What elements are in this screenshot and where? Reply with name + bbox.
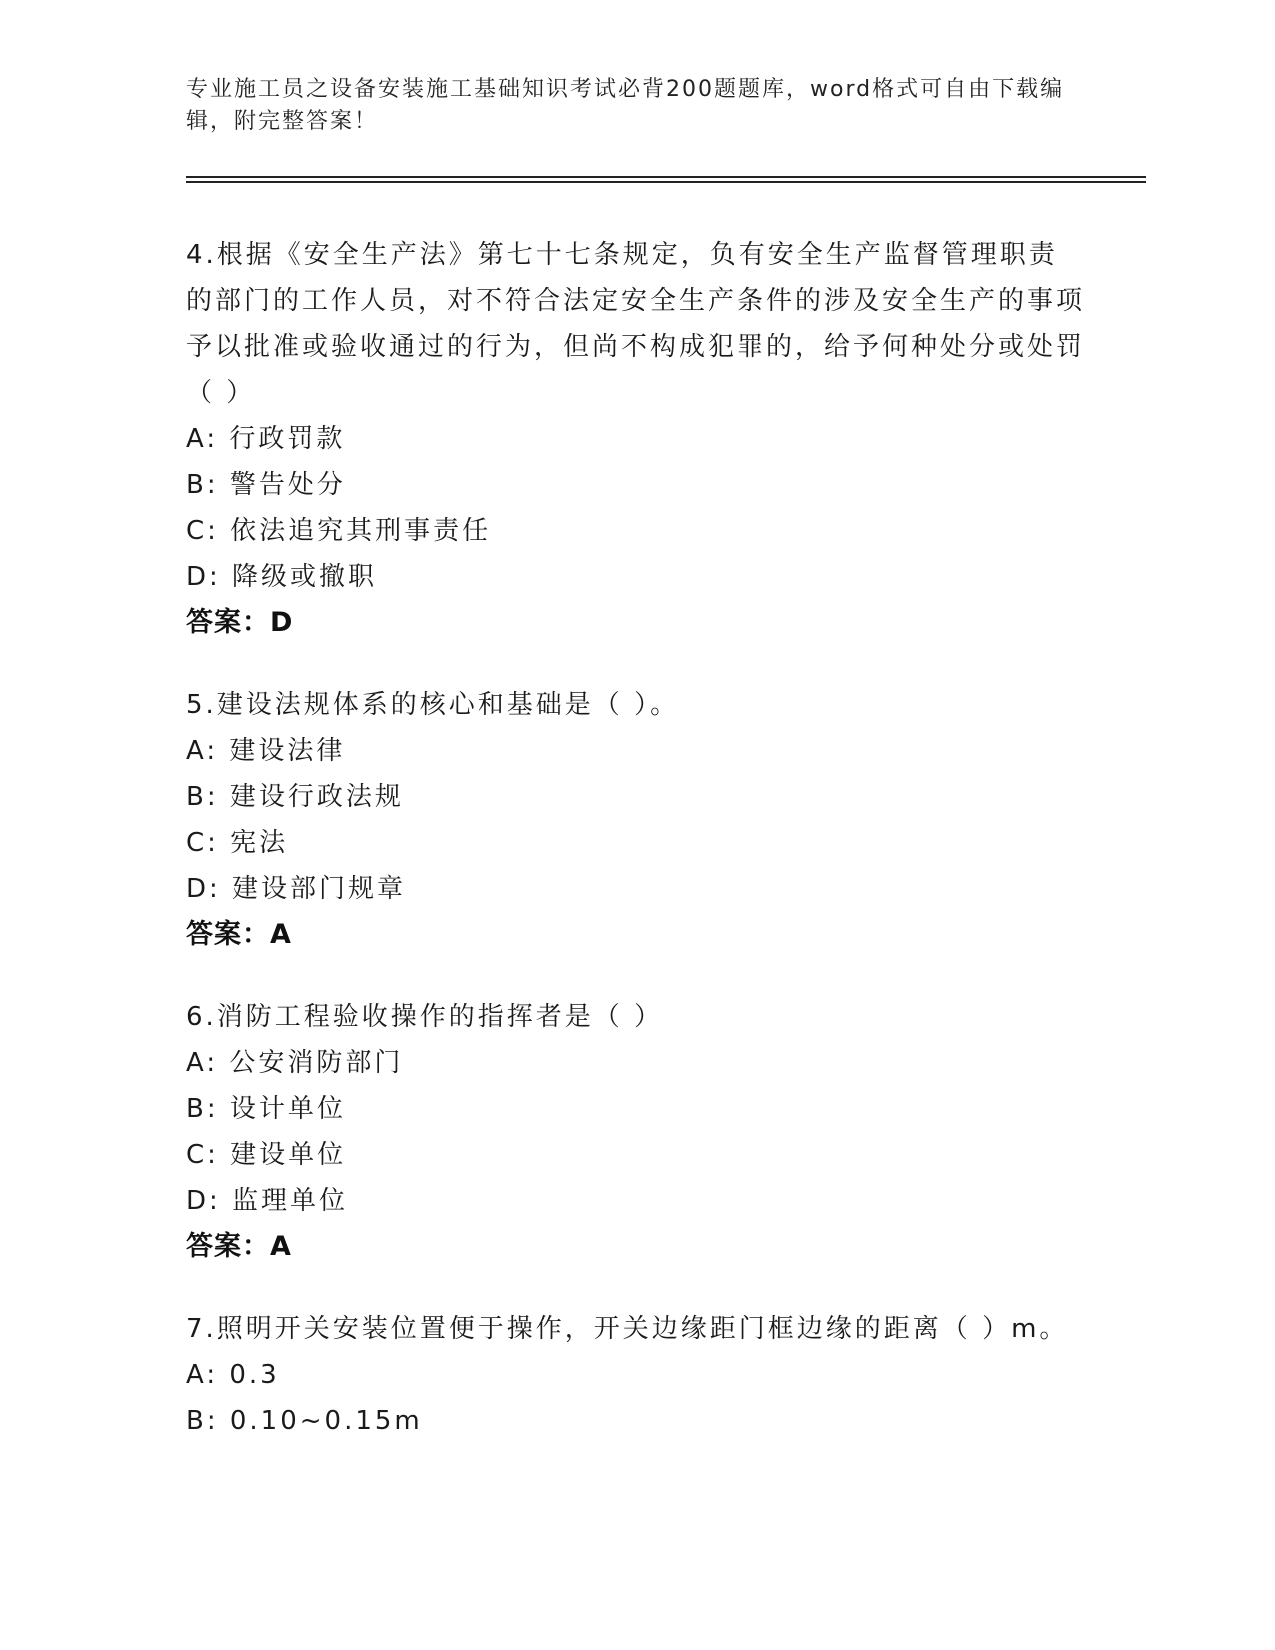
option-a: A: 建设法律: [186, 736, 346, 766]
option-d: D: 降级或撤职: [186, 562, 378, 592]
option-c: C: 建设单位: [186, 1140, 347, 1170]
option-b: B: 警告处分: [186, 470, 346, 500]
question-stem: 7.照明开关安装位置便于操作，开关边缘距门框边缘的距离（ ）m。: [186, 1314, 1069, 1344]
question-list: [186, 232, 1086, 1480]
option-c: C: 依法追究其刑事责任: [186, 516, 492, 546]
option-c: C: 宪法: [186, 828, 289, 858]
question-stem: 4.根据《安全生产法》第七十七条规定，负有安全生产监督管理职责的部门的工作人员，对不符合法定安全生产条件的涉及安全生产的事项予以批准或验收通过的行为，但尚不构成犯罪的，给予何种处分或处罚（ ）: [186, 240, 1086, 408]
option-b: B: 建设行政法规: [186, 782, 404, 812]
answer-line: 答案：A: [186, 1231, 292, 1262]
answer-line: 答案：D: [186, 607, 294, 638]
option-a: A: 行政罚款: [186, 424, 346, 454]
question-7: [186, 1306, 1086, 1444]
option-a: A: 0.3: [186, 1360, 280, 1390]
option-a: A: 公安消防部门: [186, 1048, 404, 1078]
option-d: D: 建设部门规章: [186, 874, 407, 904]
document-title: 专业施工员之设备安装施工基础知识考试必背200题题库，word格式可自由下载编辑，附完整答案！: [186, 77, 1065, 134]
question-stem: 6.消防工程验收操作的指挥者是（ ）: [186, 1002, 664, 1032]
option-b: B: 0.10~0.15m: [186, 1406, 423, 1436]
question-stem: 5.建设法规体系的核心和基础是（ ）。: [186, 690, 680, 720]
option-d: D: 监理单位: [186, 1186, 349, 1216]
option-b: B: 设计单位: [186, 1094, 346, 1124]
answer-line: 答案：A: [186, 919, 292, 950]
header-double-rule: [186, 176, 1146, 183]
question-6: [186, 994, 1086, 1270]
question-4: [186, 232, 1086, 646]
question-5: [186, 682, 1086, 958]
